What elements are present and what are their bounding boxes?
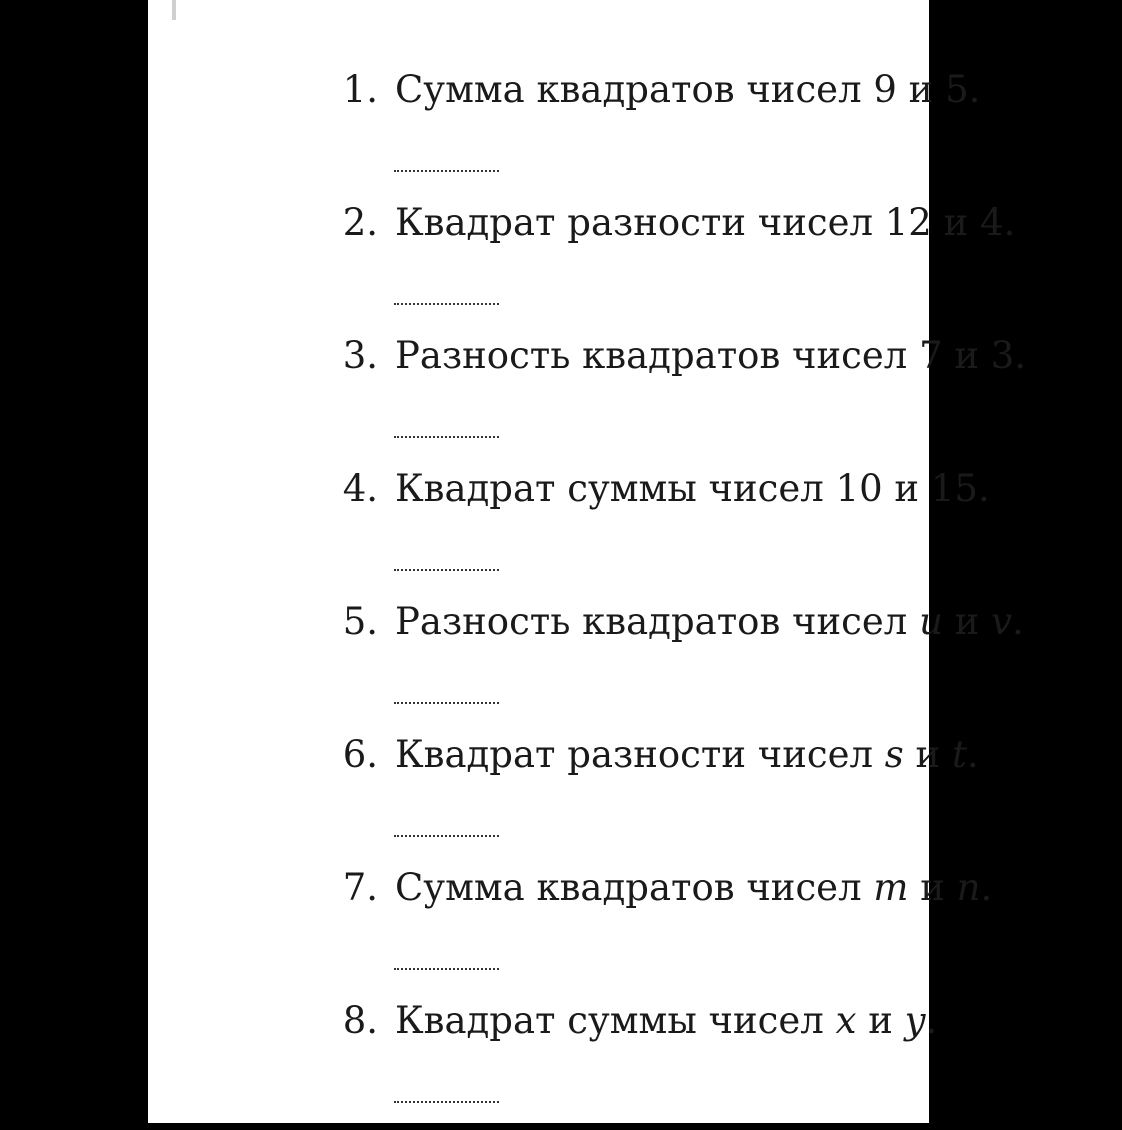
task-conjunction: и xyxy=(882,467,931,510)
worksheet-page xyxy=(148,0,1027,1123)
task-period: . xyxy=(980,866,993,909)
task-number: 8. xyxy=(342,999,378,1042)
task-number: 4. xyxy=(342,467,378,510)
task-item xyxy=(148,598,1024,731)
task-text-prefix: Разность квадратов чисел xyxy=(395,600,920,643)
task-period: . xyxy=(977,467,990,510)
task-period: . xyxy=(968,68,981,111)
task-operand-a: s xyxy=(884,733,904,776)
task-period: . xyxy=(925,999,938,1042)
task-item xyxy=(148,332,1027,465)
task-item xyxy=(148,864,993,997)
task-number: 6. xyxy=(342,733,378,776)
task-conjunction: и xyxy=(942,334,991,377)
task-text-prefix: Квадрат разности чисел xyxy=(395,201,885,244)
task-operand-a: x xyxy=(835,999,857,1042)
task-conjunction: и xyxy=(856,999,905,1042)
task-operand-b: v xyxy=(991,600,1012,643)
task-text xyxy=(395,332,1026,380)
task-number: 2. xyxy=(342,201,378,244)
task-text-prefix: Сумма квадратов чисел xyxy=(395,68,874,111)
task-item xyxy=(148,66,981,199)
answer-line[interactable] xyxy=(394,569,499,571)
task-conjunction: и xyxy=(942,600,992,643)
task-operand-a: 10 xyxy=(835,467,883,510)
task-period: . xyxy=(1014,334,1027,377)
task-text xyxy=(395,199,1015,247)
task-period: . xyxy=(966,733,979,776)
answer-line[interactable] xyxy=(394,702,499,704)
task-text-prefix: Квадрат разности чисел xyxy=(395,733,885,776)
task-text-prefix: Квадрат суммы чисел xyxy=(395,999,836,1042)
task-conjunction: и xyxy=(931,201,981,244)
task-operand-b: t xyxy=(951,733,967,776)
task-text xyxy=(395,997,937,1045)
task-operand-b: 15 xyxy=(930,467,978,510)
task-item xyxy=(148,997,938,1130)
task-conjunction: и xyxy=(903,733,952,776)
task-number: 5. xyxy=(342,600,378,643)
task-operand-a: 9 xyxy=(873,68,897,111)
task-text-prefix: Сумма квадратов чисел xyxy=(395,866,874,909)
task-number: 7. xyxy=(342,866,378,909)
quote-bar xyxy=(172,0,176,20)
task-operand-b: 3 xyxy=(990,334,1015,377)
task-operand-b: 4 xyxy=(980,201,1004,244)
task-text xyxy=(395,731,979,779)
task-period: . xyxy=(1012,600,1024,643)
task-text-prefix: Разность квадратов чисел xyxy=(395,334,920,377)
task-conjunction: и xyxy=(896,68,946,111)
task-item xyxy=(148,731,979,864)
task-operand-a: 7 xyxy=(919,334,943,377)
answer-line[interactable] xyxy=(394,968,499,970)
task-operand-b: n xyxy=(956,866,981,909)
task-text xyxy=(395,66,980,114)
answer-line[interactable] xyxy=(394,436,499,438)
task-period: . xyxy=(1003,201,1016,244)
task-text xyxy=(395,864,992,912)
task-operand-b: y xyxy=(904,999,926,1042)
task-text-prefix: Квадрат суммы чисел xyxy=(395,467,836,510)
task-conjunction: и xyxy=(908,866,957,909)
task-text xyxy=(395,598,1024,646)
task-operand-a: 12 xyxy=(884,201,932,244)
answer-line[interactable] xyxy=(394,303,499,305)
task-item xyxy=(148,199,1016,332)
task-number: 1. xyxy=(342,68,378,111)
task-operand-a: m xyxy=(873,866,909,909)
answer-line[interactable] xyxy=(394,1101,499,1103)
task-operand-a: u xyxy=(919,600,943,643)
answer-line[interactable] xyxy=(394,835,499,837)
task-number: 3. xyxy=(342,334,378,377)
task-list xyxy=(148,0,1027,1123)
task-operand-b: 5 xyxy=(945,68,969,111)
task-text xyxy=(395,465,990,513)
task-item xyxy=(148,465,990,598)
answer-line[interactable] xyxy=(394,170,499,172)
